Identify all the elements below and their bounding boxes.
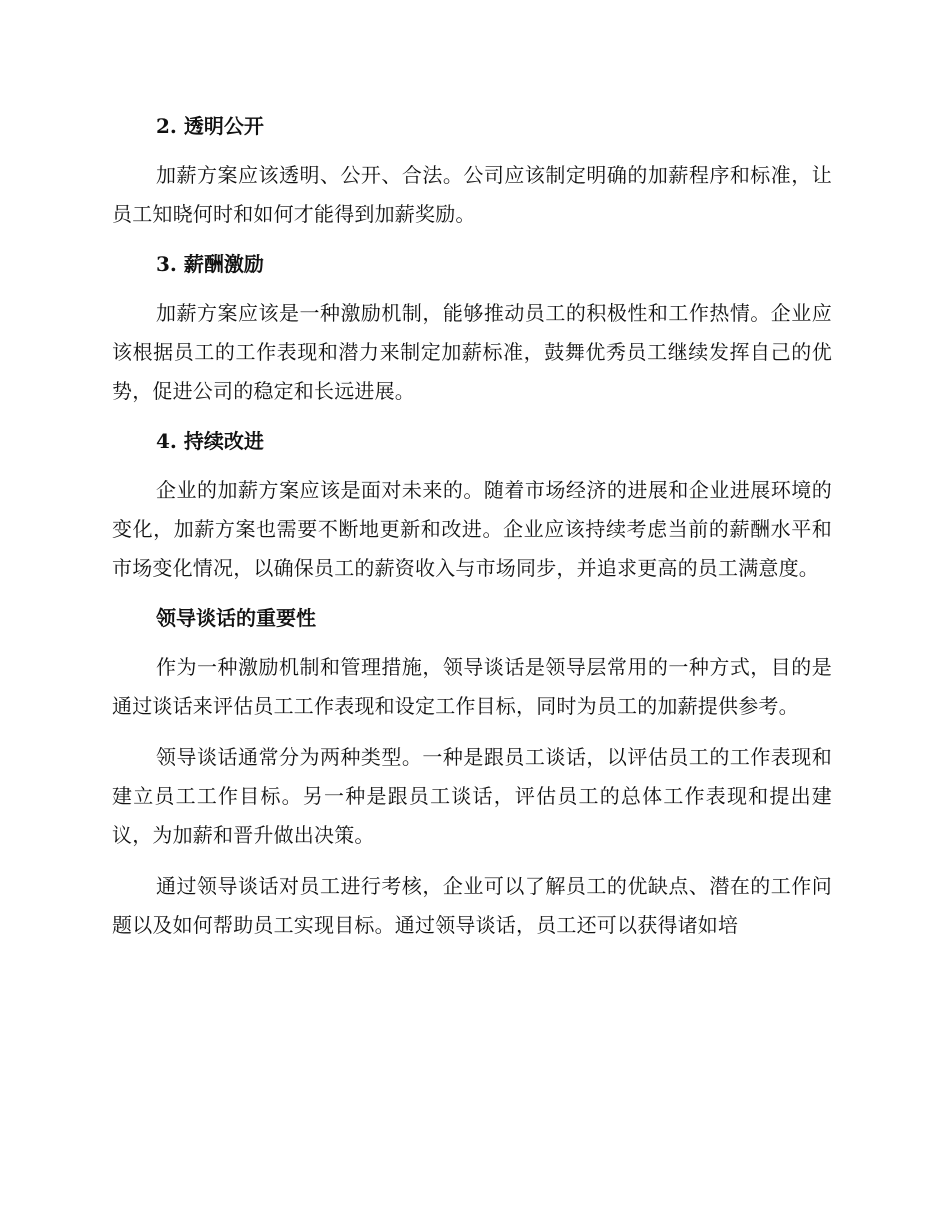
paragraph: 加薪方案应该透明、公开、合法。公司应该制定明确的加薪程序和标准，让员工知晓何时和如何才能得到加薪奖励。 [112, 163, 832, 226]
paragraph: 领导谈话通常分为两种类型。一种是跟员工谈话，以评估员工的工作表现和建立员工工作目标。另一种是跟员工谈话，评估员工的总体工作表现和提出建议，为加薪和晋升做出决策。 [112, 745, 832, 847]
paragraph: 通过领导谈话对员工进行考核，企业可以了解员工的优缺点、潜在的工作问题以及如何帮助员工实现目标。通过领导谈话，员工还可以获得诸如培 [112, 874, 832, 937]
paragraph: 加薪方案应该是一种激励机制，能够推动员工的积极性和工作热情。企业应该根据员工的工作表现和潜力来制定加薪标准，鼓舞优秀员工继续发挥自己的优势，促进公司的稳定和长远进展。 [112, 301, 832, 403]
section-heading: 2. 透明公开 [156, 114, 264, 138]
section-heading: 领导谈话的重要性 [156, 606, 316, 630]
paragraph: 企业的加薪方案应该是面对未来的。随着市场经济的进展和企业进展环境的变化，加薪方案也需要不断地更新和改进。企业应该持续考虑当前的薪酬水平和市场变化情况，以确保员工的薪资收入与市场同步，并追求更高的员工满意度。 [112, 478, 832, 580]
section-heading: 4. 持续改进 [156, 429, 264, 453]
document-page [112, 108, 832, 957]
paragraph: 作为一种激励机制和管理措施，领导谈话是领导层常用的一种方式，目的是通过谈话来评估员工工作表现和设定工作目标，同时为员工的加薪提供参考。 [112, 655, 832, 718]
section-heading: 3. 薪酬激励 [156, 252, 264, 276]
